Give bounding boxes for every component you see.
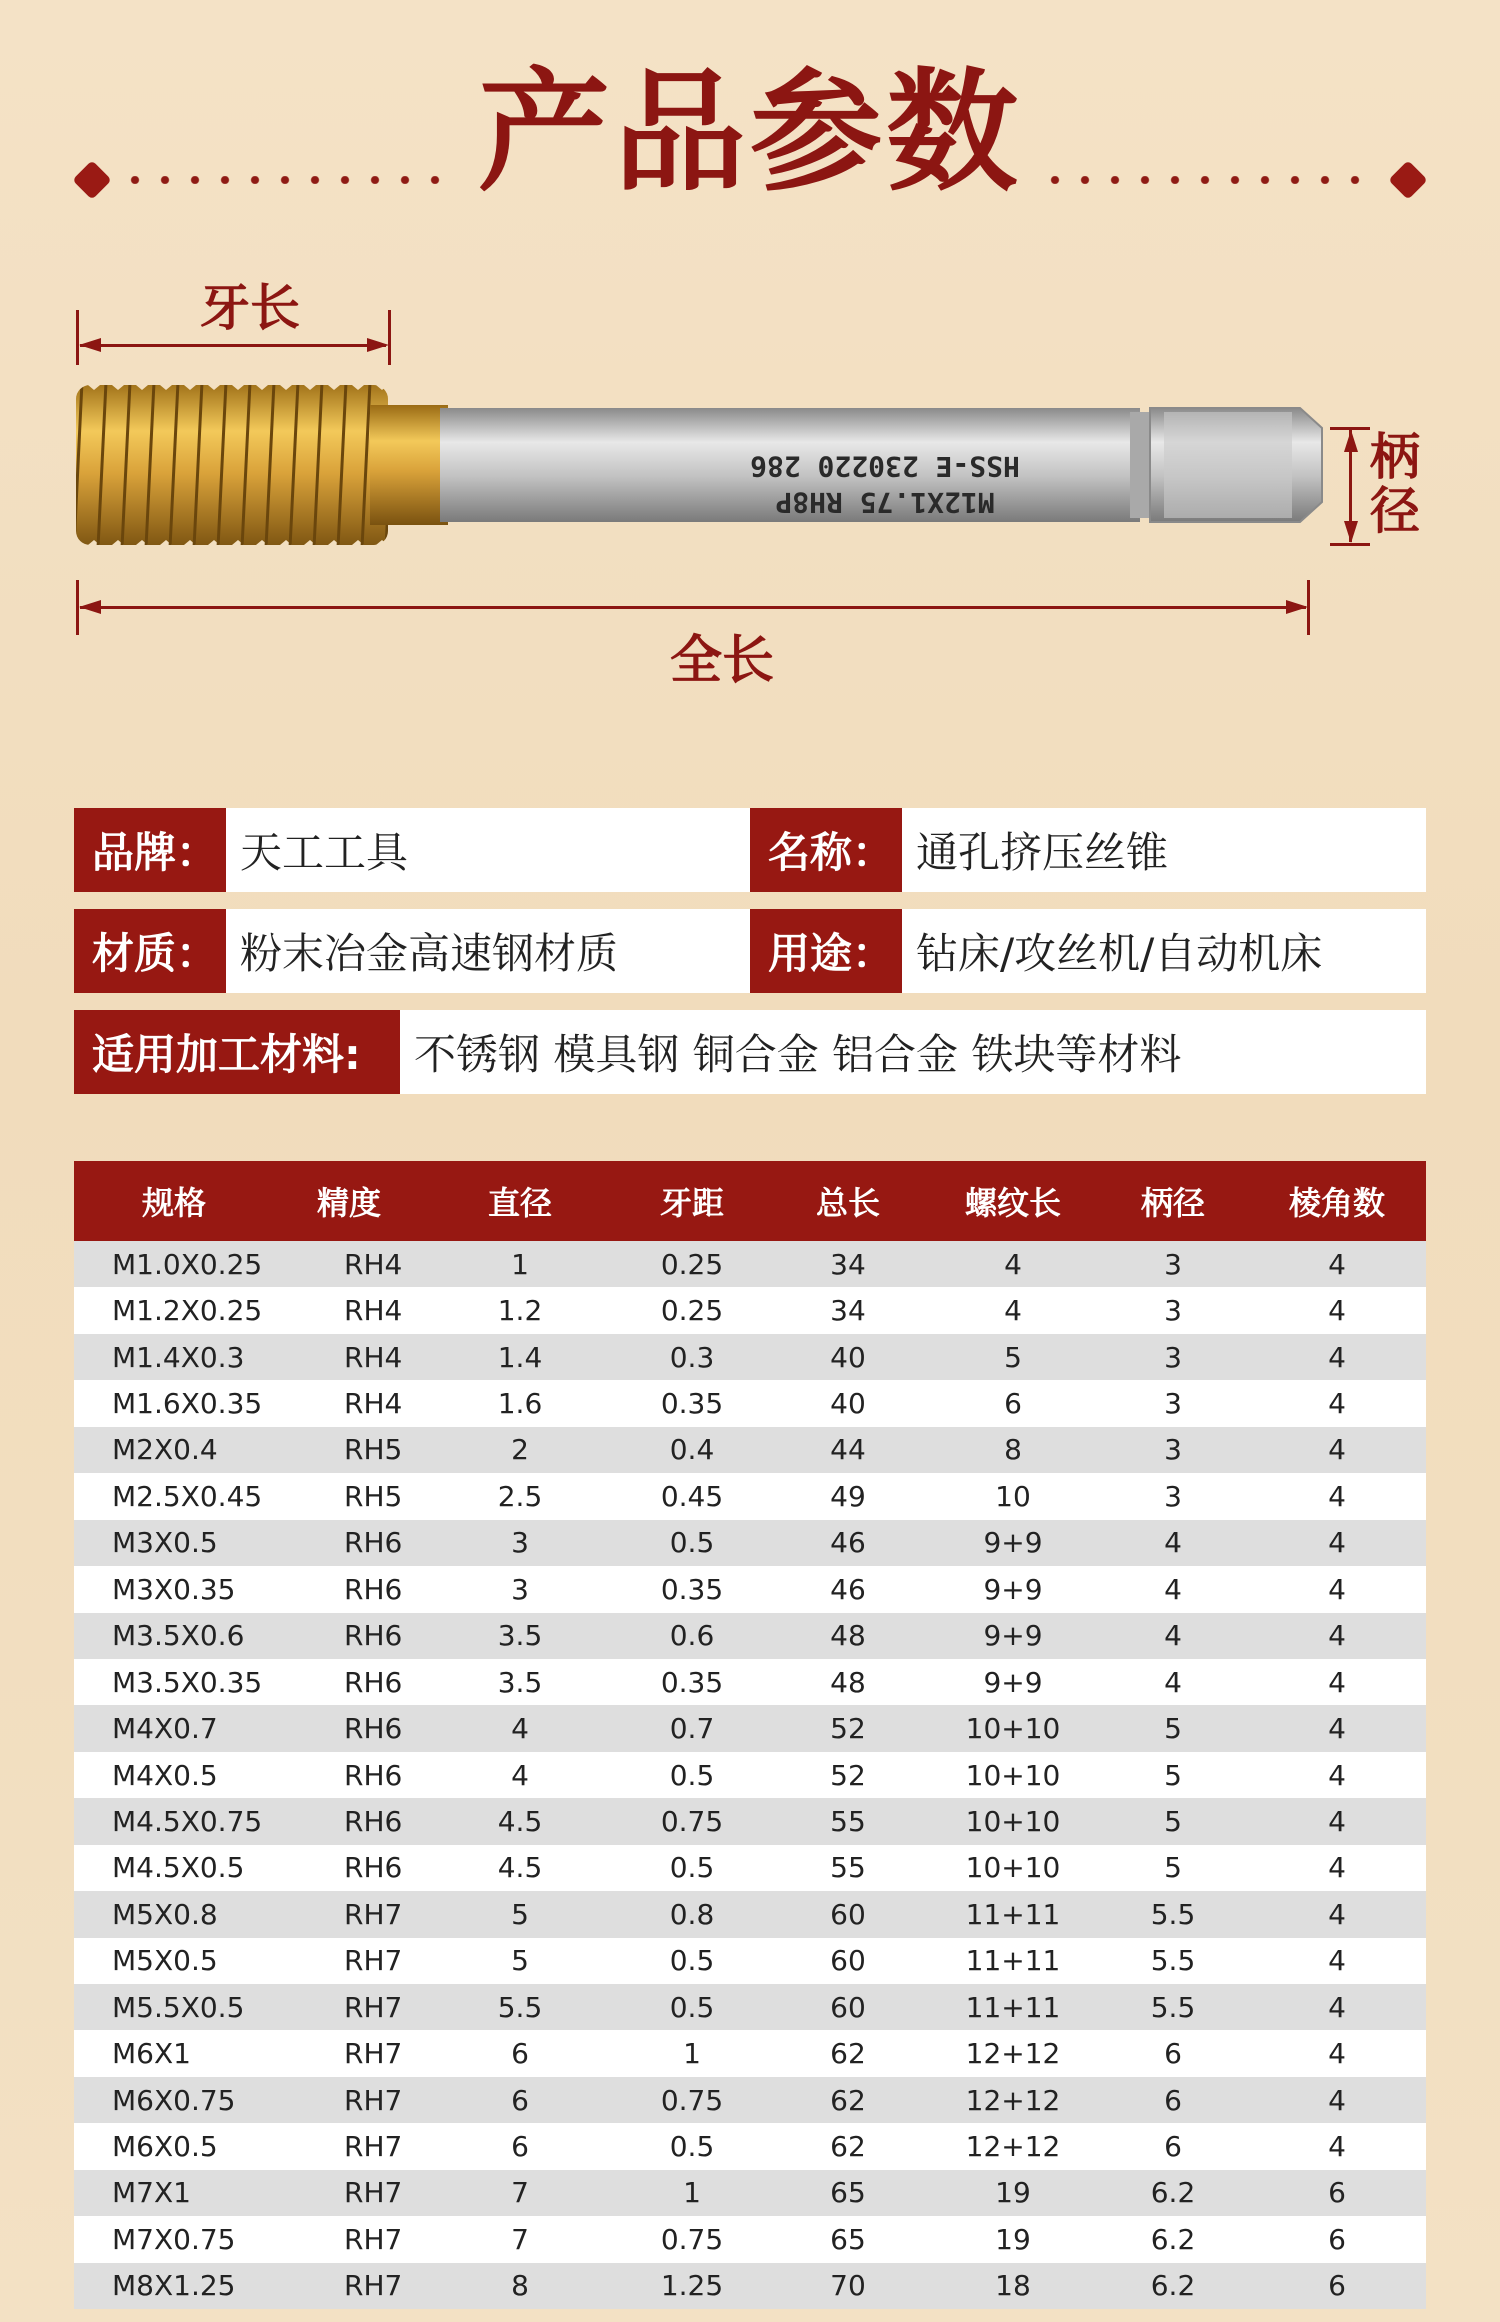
table-cell: 5.5: [1098, 1938, 1248, 1984]
table-cell: 40: [768, 1334, 928, 1380]
table-cell: 4: [1248, 1705, 1426, 1751]
table-cell: 0.5: [616, 1938, 768, 1984]
table-cell: 10: [928, 1473, 1098, 1519]
table-row: [74, 1473, 1426, 1519]
table-cell: M4X0.5: [74, 1752, 274, 1798]
header-pitch: 牙距: [616, 1161, 768, 1241]
table-cell: RH5: [274, 1427, 424, 1473]
table-cell: RH6: [274, 1613, 424, 1659]
table-row: [74, 1938, 1426, 1984]
decorative-dots-left: [120, 176, 460, 184]
page-title: 产品参数: [478, 55, 1022, 210]
table-cell: 0.5: [616, 1845, 768, 1891]
table-row: [74, 1566, 1426, 1612]
table-cell: 4: [1248, 1287, 1426, 1333]
table-cell: 6.2: [1098, 2263, 1248, 2309]
table-cell: RH7: [274, 1984, 424, 2030]
table-cell: 4.5: [424, 1798, 616, 1844]
table-cell: M3X0.5: [74, 1520, 274, 1566]
table-cell: RH6: [274, 1659, 424, 1705]
table-cell: M7X1: [74, 2170, 274, 2216]
table-cell: 0.35: [616, 1380, 768, 1426]
shank-diameter-label: 柄径: [1370, 427, 1420, 540]
table-cell: 5: [424, 1938, 616, 1984]
table-cell: 3.5: [424, 1659, 616, 1705]
table-cell: 0.7: [616, 1705, 768, 1751]
table-row: [74, 1334, 1426, 1380]
table-cell: 6: [424, 2030, 616, 2076]
info-brand: [74, 808, 750, 892]
table-cell: RH6: [274, 1752, 424, 1798]
table-cell: 6: [424, 2123, 616, 2169]
material-label: 材质：: [74, 909, 226, 993]
table-cell: 6: [1248, 2170, 1426, 2216]
total-dim-arrow-left: [79, 600, 101, 614]
table-cell: 6: [1098, 2030, 1248, 2076]
table-cell: 0.4: [616, 1427, 768, 1473]
table-cell: RH4: [274, 1241, 424, 1287]
table-cell: M4X0.7: [74, 1705, 274, 1751]
info-row-1: [74, 808, 1426, 892]
table-cell: 4: [928, 1287, 1098, 1333]
info-material: [74, 909, 750, 993]
total-length-label: 全长: [670, 630, 775, 691]
table-cell: 0.3: [616, 1334, 768, 1380]
table-cell: 3: [1098, 1241, 1248, 1287]
table-cell: 4: [1248, 2030, 1426, 2076]
decorative-diamond-right: [1388, 160, 1428, 200]
table-row: [74, 2077, 1426, 2123]
table-cell: M1.4X0.3: [74, 1334, 274, 1380]
table-row: [74, 1798, 1426, 1844]
table-cell: 0.75: [616, 2077, 768, 2123]
tap-dimension-diagram: [0, 250, 1500, 700]
table-cell: 7: [424, 2216, 616, 2262]
usage-label: 用途：: [750, 909, 902, 993]
table-cell: M4.5X0.75: [74, 1798, 274, 1844]
table-cell: 0.35: [616, 1659, 768, 1705]
table-cell: 65: [768, 2216, 928, 2262]
table-cell: M3X0.35: [74, 1566, 274, 1612]
table-cell: 0.5: [616, 2123, 768, 2169]
table-cell: 1: [424, 1241, 616, 1287]
table-cell: 1: [616, 2170, 768, 2216]
table-cell: RH6: [274, 1705, 424, 1751]
thread-length-label: 牙长: [200, 278, 300, 337]
table-cell: 3: [1098, 1473, 1248, 1519]
shank-dim-arrow-down: [1344, 521, 1358, 543]
table-cell: 0.25: [616, 1287, 768, 1333]
table-cell: RH4: [274, 1380, 424, 1426]
table-cell: 4: [1098, 1659, 1248, 1705]
table-cell: M6X0.5: [74, 2123, 274, 2169]
table-cell: M6X1: [74, 2030, 274, 2076]
table-row: [74, 1984, 1426, 2030]
table-cell: 52: [768, 1752, 928, 1798]
table-cell: 62: [768, 2123, 928, 2169]
table-row: [74, 1891, 1426, 1937]
table-cell: 34: [768, 1287, 928, 1333]
brand-label: 品牌：: [74, 808, 226, 892]
header-edge-count: 棱角数: [1248, 1161, 1426, 1241]
table-cell: 4: [424, 1705, 616, 1751]
table-cell: 62: [768, 2030, 928, 2076]
info-usage: [750, 909, 1426, 993]
table-cell: RH7: [274, 2030, 424, 2076]
table-cell: 19: [928, 2170, 1098, 2216]
table-cell: 44: [768, 1427, 928, 1473]
table-cell: RH4: [274, 1334, 424, 1380]
table-row: [74, 2216, 1426, 2262]
table-cell: 18: [928, 2263, 1098, 2309]
table-cell: 4: [1248, 2077, 1426, 2123]
table-row: [74, 2030, 1426, 2076]
table-cell: 8: [928, 1427, 1098, 1473]
table-row: [74, 2263, 1426, 2309]
header-shank-diameter: 柄径: [1098, 1161, 1248, 1241]
table-cell: 12+12: [928, 2123, 1098, 2169]
table-cell: 9+9: [928, 1659, 1098, 1705]
table-cell: M2X0.4: [74, 1427, 274, 1473]
table-cell: 70: [768, 2263, 928, 2309]
table-cell: M1.2X0.25: [74, 1287, 274, 1333]
brand-value: 天工工具: [226, 808, 750, 892]
table-cell: M8X1.25: [74, 2263, 274, 2309]
table-cell: M6X0.75: [74, 2077, 274, 2123]
table-cell: 4: [1248, 1938, 1426, 1984]
table-cell: 40: [768, 1380, 928, 1426]
table-cell: RH4: [274, 1287, 424, 1333]
table-cell: 3: [424, 1520, 616, 1566]
table-cell: 3.5: [424, 1613, 616, 1659]
page-header: [0, 50, 1500, 215]
table-cell: 4: [1248, 1334, 1426, 1380]
table-cell: 6: [1098, 2077, 1248, 2123]
name-value: 通孔挤压丝锥: [902, 808, 1426, 892]
table-cell: 0.5: [616, 1984, 768, 2030]
table-cell: 1.4: [424, 1334, 616, 1380]
header-total-length: 总长: [768, 1161, 928, 1241]
table-cell: 10+10: [928, 1752, 1098, 1798]
info-name: [750, 808, 1426, 892]
table-body: [74, 1241, 1426, 2309]
table-cell: RH7: [274, 2123, 424, 2169]
table-row: [74, 2170, 1426, 2216]
table-cell: 4: [1248, 1473, 1426, 1519]
table-cell: 60: [768, 1938, 928, 1984]
table-cell: 6: [1248, 2263, 1426, 2309]
table-cell: 4: [1248, 1891, 1426, 1937]
table-row: [74, 1705, 1426, 1751]
table-cell: 0.5: [616, 1520, 768, 1566]
applicable-label: 适用加工材料:: [74, 1010, 400, 1094]
table-cell: 3: [1098, 1334, 1248, 1380]
table-cell: 4.5: [424, 1845, 616, 1891]
table-cell: 7: [424, 2170, 616, 2216]
table-cell: 52: [768, 1705, 928, 1751]
table-cell: 5: [928, 1334, 1098, 1380]
table-cell: M3.5X0.35: [74, 1659, 274, 1705]
table-cell: 5: [1098, 1798, 1248, 1844]
table-cell: 55: [768, 1845, 928, 1891]
info-row-3: [74, 1010, 1426, 1094]
table-cell: 3: [1098, 1287, 1248, 1333]
table-cell: 4: [1248, 1984, 1426, 2030]
tap-marking: [725, 448, 1045, 520]
table-row: [74, 1520, 1426, 1566]
table-cell: RH7: [274, 1938, 424, 1984]
table-cell: RH7: [274, 2077, 424, 2123]
table-cell: 65: [768, 2170, 928, 2216]
table-cell: 4: [1098, 1520, 1248, 1566]
table-cell: M1.0X0.25: [74, 1241, 274, 1287]
table-cell: 4: [1248, 1380, 1426, 1426]
table-cell: 0.6: [616, 1613, 768, 1659]
table-row: [74, 1427, 1426, 1473]
header-thread-length: 螺纹长: [928, 1161, 1098, 1241]
table-cell: 6.2: [1098, 2170, 1248, 2216]
table-cell: 12+12: [928, 2077, 1098, 2123]
info-applicable: [74, 1010, 1426, 1094]
table-row: [74, 1380, 1426, 1426]
table-cell: 5.5: [1098, 1891, 1248, 1937]
table-cell: 5.5: [1098, 1984, 1248, 2030]
thread-dim-arrow-right: [367, 338, 389, 352]
table-cell: 0.5: [616, 1752, 768, 1798]
table-row: [74, 1613, 1426, 1659]
table-cell: 46: [768, 1566, 928, 1612]
table-cell: M5.5X0.5: [74, 1984, 274, 2030]
table-cell: M5X0.8: [74, 1891, 274, 1937]
table-cell: 5: [424, 1891, 616, 1937]
table-cell: 4: [1248, 1659, 1426, 1705]
thread-dim-line: [80, 344, 386, 347]
table-cell: 49: [768, 1473, 928, 1519]
table-cell: RH6: [274, 1520, 424, 1566]
table-cell: RH7: [274, 2216, 424, 2262]
table-cell: 3: [1098, 1380, 1248, 1426]
table-row: [74, 1287, 1426, 1333]
table-cell: 0.25: [616, 1241, 768, 1287]
table-cell: M4.5X0.5: [74, 1845, 274, 1891]
table-row: [74, 1845, 1426, 1891]
header-precision: 精度: [274, 1161, 424, 1241]
table-cell: RH6: [274, 1566, 424, 1612]
applicable-value: 不锈钢 模具钢 铜合金 铝合金 铁块等材料: [400, 1010, 1426, 1094]
table-cell: M2.5X0.45: [74, 1473, 274, 1519]
total-dim-arrow-right: [1286, 600, 1308, 614]
table-row: [74, 2123, 1426, 2169]
table-cell: RH5: [274, 1473, 424, 1519]
usage-value: 钻床/攻丝机/自动机床: [902, 909, 1426, 993]
table-cell: 0.75: [616, 1798, 768, 1844]
table-cell: 48: [768, 1659, 928, 1705]
header-spec: 规格: [74, 1161, 274, 1241]
table-cell: 60: [768, 1891, 928, 1937]
table-cell: 4: [1248, 2123, 1426, 2169]
material-value: 粉末冶金高速钢材质: [226, 909, 750, 993]
total-dim-line: [80, 606, 1306, 609]
table-cell: 4: [1098, 1566, 1248, 1612]
table-cell: 10+10: [928, 1845, 1098, 1891]
table-cell: RH7: [274, 2170, 424, 2216]
table-cell: 4: [1248, 1798, 1426, 1844]
info-row-2: [74, 909, 1426, 993]
thread-dim-arrow-left: [79, 338, 101, 352]
table-cell: M5X0.5: [74, 1938, 274, 1984]
table-cell: 5: [1098, 1752, 1248, 1798]
shank-dim-arrow-up: [1344, 430, 1358, 452]
table-cell: 8: [424, 2263, 616, 2309]
decorative-dots-right: [1040, 176, 1380, 184]
table-cell: 4: [1248, 1520, 1426, 1566]
table-cell: 9+9: [928, 1613, 1098, 1659]
spec-table: [74, 1161, 1426, 2309]
table-cell: 2.5: [424, 1473, 616, 1519]
table-cell: 34: [768, 1241, 928, 1287]
shank-dim-tick-bottom: [1330, 543, 1370, 546]
table-cell: 4: [1248, 1613, 1426, 1659]
table-cell: 11+11: [928, 1984, 1098, 2030]
table-cell: 0.45: [616, 1473, 768, 1519]
table-cell: 4: [1248, 1427, 1426, 1473]
table-cell: RH7: [274, 2263, 424, 2309]
name-label: 名称：: [750, 808, 902, 892]
table-cell: 1.6: [424, 1380, 616, 1426]
table-cell: 5: [1098, 1845, 1248, 1891]
table-cell: 6.2: [1098, 2216, 1248, 2262]
table-cell: 0.8: [616, 1891, 768, 1937]
table-cell: M3.5X0.6: [74, 1613, 274, 1659]
table-cell: 6: [928, 1380, 1098, 1426]
table-cell: 0.35: [616, 1566, 768, 1612]
table-cell: 4: [1248, 1566, 1426, 1612]
table-cell: 55: [768, 1798, 928, 1844]
table-cell: 4: [1098, 1613, 1248, 1659]
table-cell: 19: [928, 2216, 1098, 2262]
table-cell: 4: [928, 1241, 1098, 1287]
table-cell: 1.2: [424, 1287, 616, 1333]
table-cell: RH6: [274, 1845, 424, 1891]
table-cell: 6: [1098, 2123, 1248, 2169]
table-cell: 12+12: [928, 2030, 1098, 2076]
table-cell: 3: [1098, 1427, 1248, 1473]
table-cell: 1.25: [616, 2263, 768, 2309]
table-cell: 2: [424, 1427, 616, 1473]
table-cell: 4: [1248, 1845, 1426, 1891]
table-cell: 60: [768, 1984, 928, 2030]
table-cell: 6: [424, 2077, 616, 2123]
table-row: [74, 1241, 1426, 1287]
table-cell: 10+10: [928, 1705, 1098, 1751]
table-cell: 48: [768, 1613, 928, 1659]
table-cell: RH7: [274, 1891, 424, 1937]
tap-image: [70, 380, 1330, 550]
tap-marking-line2: M12X1.75 RH8P: [775, 486, 995, 519]
table-cell: 9+9: [928, 1520, 1098, 1566]
table-cell: 0.75: [616, 2216, 768, 2262]
table-cell: 4: [424, 1752, 616, 1798]
table-row: [74, 1752, 1426, 1798]
table-cell: 6: [1248, 2216, 1426, 2262]
table-cell: M1.6X0.35: [74, 1380, 274, 1426]
table-cell: 11+11: [928, 1938, 1098, 1984]
table-cell: 1: [616, 2030, 768, 2076]
table-cell: 62: [768, 2077, 928, 2123]
tap-marking-line1: HSS-E 230220 286: [750, 450, 1020, 483]
table-header-row: [74, 1161, 1426, 1241]
table-cell: 46: [768, 1520, 928, 1566]
table-cell: M7X0.75: [74, 2216, 274, 2262]
table-row: [74, 1659, 1426, 1705]
table-cell: 5: [1098, 1705, 1248, 1751]
header-diameter: 直径: [424, 1161, 616, 1241]
table-cell: 4: [1248, 1241, 1426, 1287]
table-cell: 5.5: [424, 1984, 616, 2030]
table-cell: 3: [424, 1566, 616, 1612]
table-cell: 10+10: [928, 1798, 1098, 1844]
table-cell: 4: [1248, 1752, 1426, 1798]
table-cell: 9+9: [928, 1566, 1098, 1612]
table-cell: 11+11: [928, 1891, 1098, 1937]
table-cell: RH6: [274, 1798, 424, 1844]
decorative-diamond-left: [72, 160, 112, 200]
